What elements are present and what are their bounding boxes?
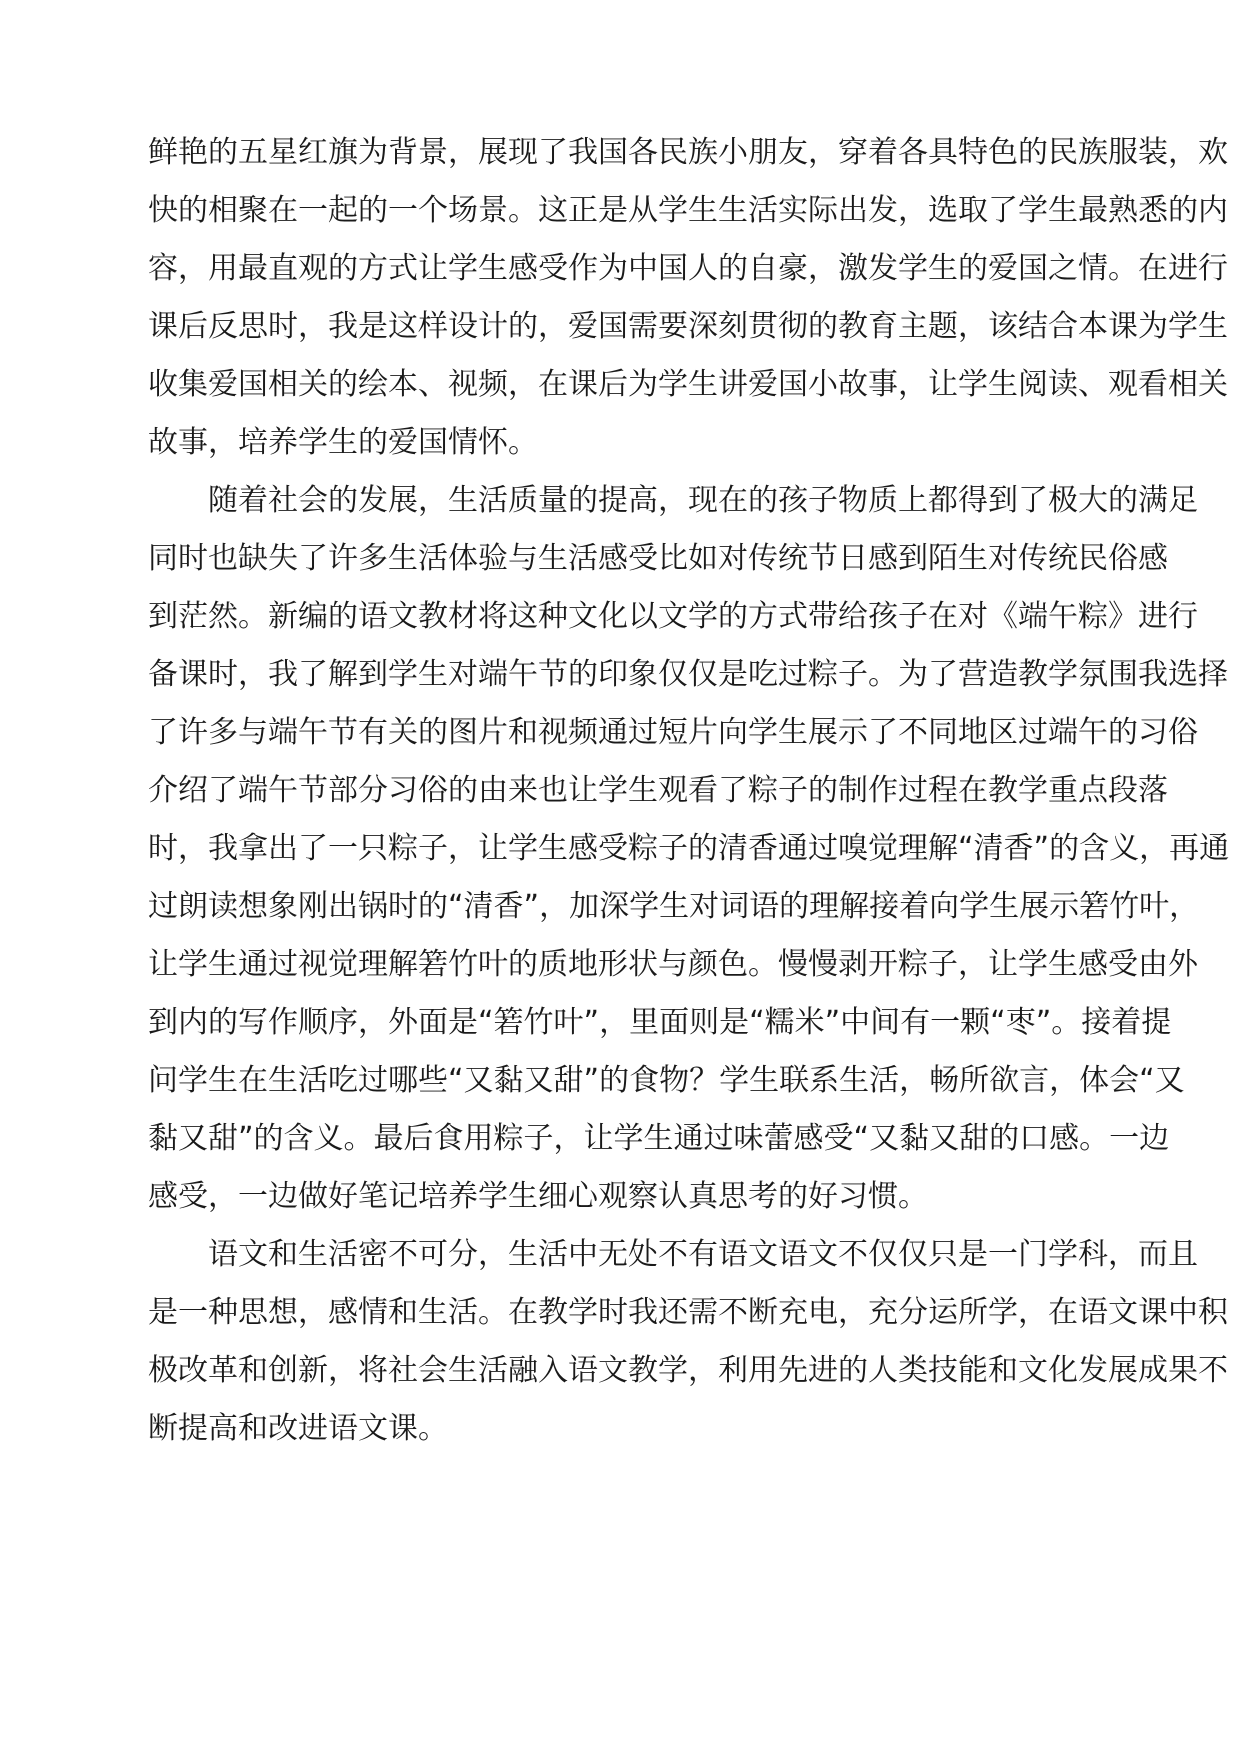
text-line: 同时也缺失了许多生活体验与生活感受比如对传统节日感到陌生对传统民俗感 [148,541,1168,576]
text-line: 黏又甜”的含义。最后食用粽子，让学生通过味蕾感受“又黏又甜的口感。一边 [148,1121,1170,1156]
text-line: 是一种思想，感情和生活。在教学时我还需不断充电，充分运所学，在语文课中积 [148,1295,1228,1330]
text-line: 鲜艳的五星红旗为背景，展现了我国各民族小朋友，穿着各具特色的民族服装，欢 [148,135,1228,170]
text-line: 备课时，我了解到学生对端午节的印象仅仅是吃过粽子。为了营造教学氛围我选择 [148,657,1228,692]
text-line: 快的相聚在一起的一个场景。这正是从学生生活实际出发，选取了学生最熟悉的内 [148,193,1228,228]
text-line: 过朗读想象刚出锅时的“清香”，加深学生对词语的理解接着向学生展示箬竹叶， [148,889,1200,924]
text-line: 极改革和创新，将社会生活融入语文教学，利用先进的人类技能和文化发展成果不 [148,1353,1228,1388]
text-line: 容，用最直观的方式让学生感受作为中国人的自豪，激发学生的爱国之情。在进行 [148,251,1228,286]
text-line: 了许多与端午节有关的图片和视频通过短片向学生展示了不同地区过端午的习俗 [148,715,1198,750]
text-line: 问学生在生活吃过哪些“又黏又甜”的食物？学生联系生活，畅所欲言，体会“又 [148,1063,1185,1098]
text-line: 收集爱国相关的绘本、视频，在课后为学生讲爱国小故事，让学生阅读、观看相关 [148,367,1228,402]
text-line: 断提高和改进语文课。 [148,1411,448,1446]
text-line: 让学生通过视觉理解箬竹叶的质地形状与颜色。慢慢剥开粽子，让学生感受由外 [148,947,1198,982]
text-line: 课后反思时，我是这样设计的，爱国需要深刻贯彻的教育主题，该结合本课为学生 [148,309,1228,344]
text-line: 介绍了端午节部分习俗的由来也让学生观看了粽子的制作过程在教学重点段落 [148,773,1168,808]
paragraph-2 [148,472,1230,1226]
text-line: 到茫然。新编的语文教材将这种文化以文学的方式带给孩子在对《端午粽》进行 [148,599,1198,634]
text-line: 到内的写作顺序，外面是“箬竹叶”，里面则是“糯米”中间有一颗“枣”。接着提 [148,1005,1172,1040]
text-line: 语文和生活密不可分，生活中无处不有语文语文不仅仅只是一门学科，而且 [208,1237,1198,1272]
text-line: 随着社会的发展，生活质量的提高，现在的孩子物质上都得到了极大的满足 [208,483,1198,518]
document-body [148,124,1230,1458]
text-line: 时，我拿出了一只粽子，让学生感受粽子的清香通过嗅觉理解“清香”的含义，再通 [148,831,1230,866]
text-line: 感受，一边做好笔记培养学生细心观察认真思考的好习惯。 [148,1179,928,1214]
paragraph-1 [148,124,1228,472]
paragraph-3 [148,1226,1228,1458]
text-line: 故事，培养学生的爱国情怀。 [148,425,538,460]
